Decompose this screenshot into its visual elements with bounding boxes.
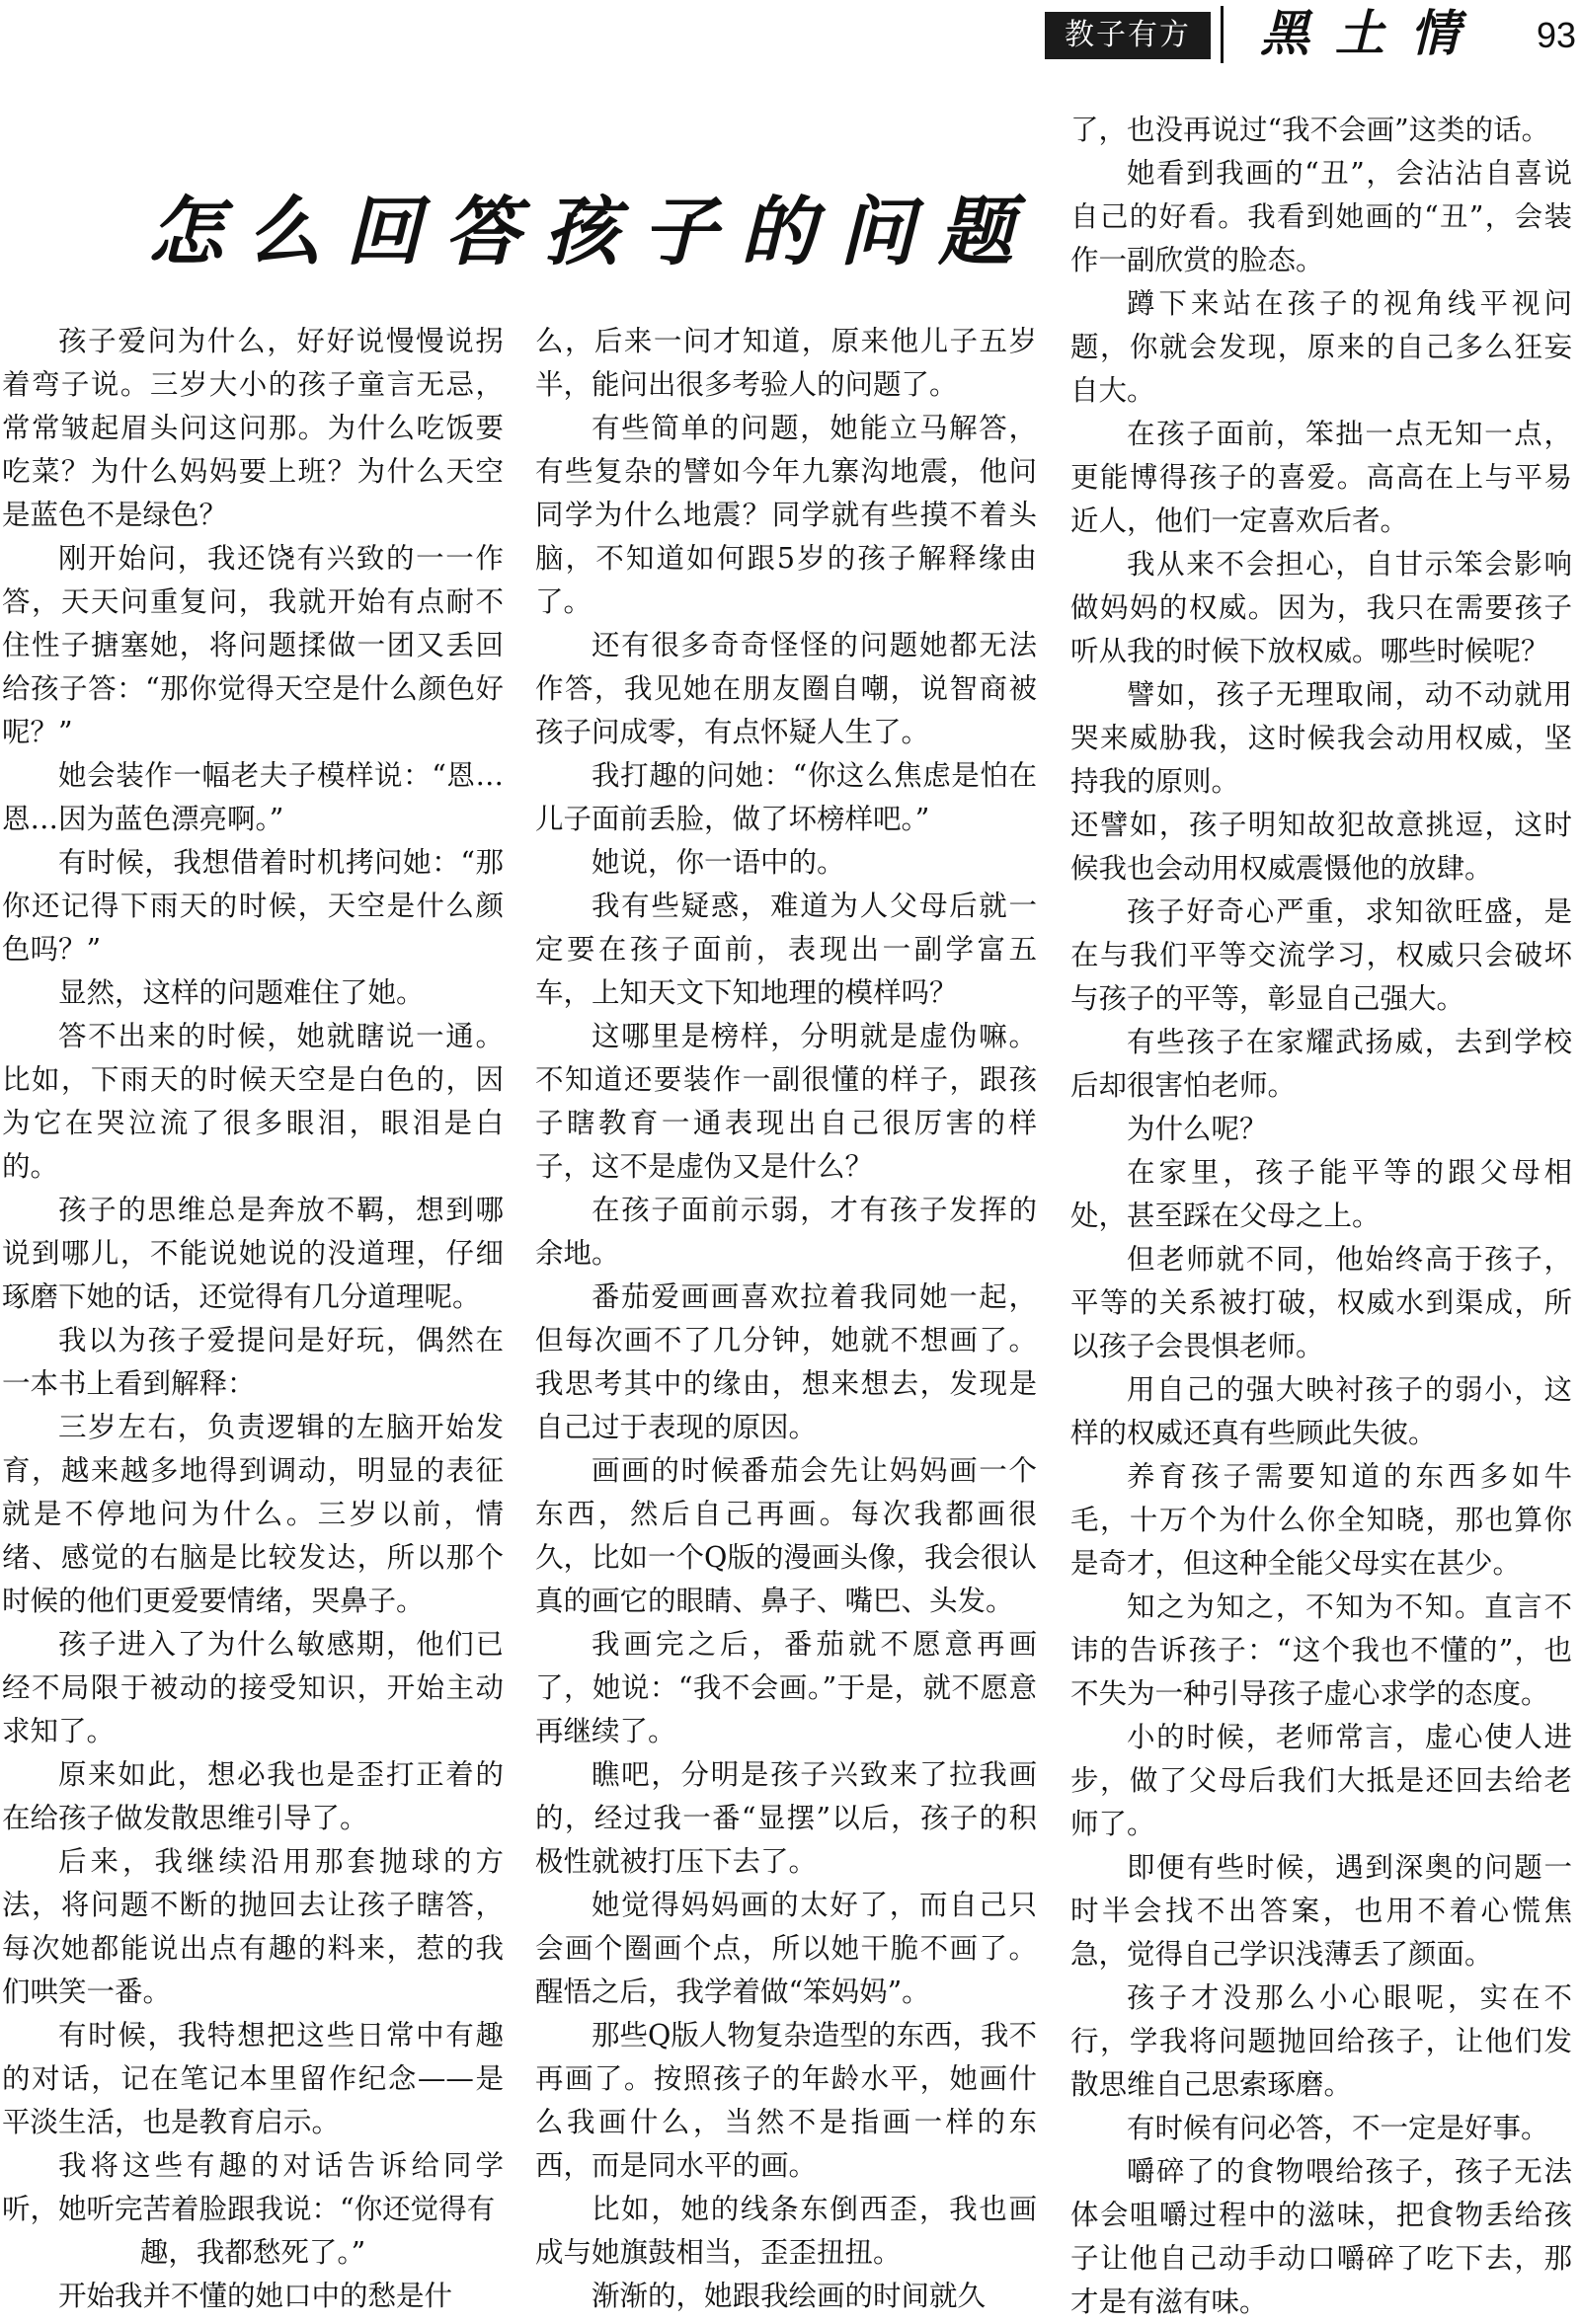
article-title: 怎么回答孩子的问题	[148, 188, 1037, 275]
paragraph: 孩子的思维总是奔放不羁，想到哪说到哪儿，不能说她说的没道理，仔细琢磨下她的话，还觉得有几分道理呢。	[2, 1194, 504, 1313]
paragraph: 渐渐的，她跟我绘画的时间就久	[592, 2280, 987, 2312]
paragraph: 孩子好奇心严重，求知欲旺盛，是在与我们平等交流学习，权威只会破坏与孩子的平等，彰显自己强大。	[1070, 895, 1572, 1015]
paragraph: 有些孩子在家耀武扬威，去到学校后却很害怕老师。	[1070, 1026, 1572, 1102]
paragraph: 我将这些有趣的对话告诉给同学听，她听完苦着脸跟我说：“你还觉得有	[2, 2149, 504, 2225]
paragraph: 譬如，孩子无理取闹，动不动就用哭来威胁我，这时候我会动用权威，坚持我的原则。	[1070, 678, 1572, 798]
paragraph: 我从来不会担心，自甘示笨会影响做妈妈的权威。因为，我只在需要孩子听从我的时候下放权威。哪些时候呢？	[1070, 548, 1572, 667]
paragraph: 为什么呢？	[1127, 1113, 1268, 1145]
paragraph: 在孩子面前示弱，才有孩子发挥的余地。	[535, 1194, 1037, 1270]
paragraph: 孩子才没那么小心眼呢，实在不行，学我将问题抛回给孩子，让他们发散思维自己思索琢磨。	[1070, 1981, 1572, 2101]
article-column-2	[535, 320, 1037, 2318]
paragraph: 了，也没再说过“我不会画”这类的话。	[1070, 114, 1550, 146]
paragraph: 还譬如，孩子明知故犯故意挑逗，这时候我也会动用权威震慑他的放肆。	[1070, 809, 1572, 885]
paragraph: 有时候，我想借着时机拷问她：“那你还记得下雨天的时候，天空是什么颜色吗？”	[2, 846, 504, 966]
magazine-name: 黑土情	[1260, 4, 1485, 62]
paragraph: 那些Q版人物复杂造型的东西，我不再画了。按照孩子的年龄水平，她画什么我画什么，当然不是指画一样的东西，而是同水平的画。	[535, 2019, 1037, 2182]
paragraph: 刚开始问，我还饶有兴致的一一作答，天天问重复问，我就开始有点耐不住性子搪塞她，将问题揉做一团又丢回给孩子答：“那你觉得天空是什么颜色好呢？”	[2, 542, 504, 748]
paragraph: 后来，我继续沿用那套抛球的方法，将问题不断的抛回去让孩子瞎答，每次她都能说出点有趣的料来，惹的我们哄笑一番。	[2, 1845, 504, 2008]
paragraph: 这哪里是榜样，分明就是虚伪嘛。不知道还要装作一副很懂的样子，跟孩子瞎教育一通表现出自己很厉害的样子，这不是虚伪又是什么？	[535, 1020, 1037, 1183]
paragraph: 原来如此，想必我也是歪打正着的在给孩子做发散思维引导了。	[2, 1758, 504, 1834]
paragraph: 在孩子面前，笨拙一点无知一点，更能博得孩子的喜爱。高高在上与平易近人，他们一定喜欢后者。	[1070, 418, 1572, 537]
paragraph: 有时候有问必答，不一定是好事。	[1127, 2112, 1549, 2144]
section-label: 教子有方	[1045, 12, 1211, 59]
paragraph: 养育孩子需要知道的东西多如牛毛，十万个为什么你全知晓，那也算你是奇才，但这种全能父母实在甚少。	[1070, 1460, 1572, 1580]
paragraph: 她说，你一语中的。	[592, 846, 845, 879]
paragraph: 她觉得妈妈画的太好了，而自己只会画个圈画个点，所以她干脆不画了。醒悟之后，我学着做“笨妈妈”。	[535, 1889, 1037, 2008]
paragraph: 我画完之后，番茄就不愿意再画了，她说：“我不会画。”于是，就不愿意再继续了。	[535, 1628, 1037, 1747]
paragraph: 有些简单的问题，她能立马解答，有些复杂的譬如今年九寨沟地震，他问同学为什么地震？同学就有些摸不着头脑，不知道如何跟5岁的孩子解释缘由了。	[535, 412, 1037, 618]
paragraph: 答不出来的时候，她就瞎说一通。比如，下雨天的时候天空是白色的，因为它在哭泣流了很多眼泪，眼泪是白的。	[2, 1020, 504, 1183]
header-divider	[1221, 6, 1224, 63]
article-column-3	[1070, 109, 1572, 2324]
paragraph: 她会装作一幅老夫子模样说：“恩…恩…因为蓝色漂亮啊。”	[2, 759, 504, 835]
paragraph: 画画的时候番茄会先让妈妈画一个东西，然后自己再画。每次我都画很久，比如一个Q版的漫画头像，我会很认真的画它的眼睛、鼻子、嘴巴、头发。	[535, 1454, 1037, 1617]
paragraph: 我有些疑惑，难道为人父母后就一定要在孩子面前，表现出一副学富五车，上知天文下知地理的模样吗？	[535, 890, 1037, 1009]
paragraph: 三岁左右，负责逻辑的左脑开始发育，越来越多地得到调动，明显的表征就是不停地问为什么。三岁以前，情绪、感觉的右脑是比较发达，所以那个时候的他们更爱要情绪，哭鼻子。	[2, 1411, 504, 1617]
paragraph: 瞧吧，分明是孩子兴致来了拉我画的，经过我一番“显摆”以后，孩子的积极性就被打压下去了。	[535, 1758, 1037, 1878]
paragraph: 孩子进入了为什么敏感期，他们已经不局限于被动的接受知识，开始主动求知了。	[2, 1628, 504, 1747]
page-number: 93	[1537, 15, 1577, 55]
article-column-1	[2, 320, 504, 2318]
paragraph: 显然，这样的问题难住了她。	[58, 976, 425, 1009]
paragraph: 孩子爱问为什么，好好说慢慢说拐着弯子说。三岁大小的孩子童言无忌，常常皱起眉头问这问那。为什么吃饭要吃菜？为什么妈妈要上班？为什么天空是蓝色不是绿色？	[2, 325, 504, 531]
paragraph: 知之为知之，不知为不知。直言不讳的告诉孩子：“这个我也不懂的”，也不失为一种引导孩子虚心求学的态度。	[1070, 1590, 1572, 1710]
paragraph: 比如，她的线条东倒西歪，我也画成与她旗鼓相当，歪歪扭扭。	[535, 2193, 1037, 2269]
paragraph: 但老师就不同，他始终高于孩子，平等的关系被打破，权威水到渠成，所以孩子会畏惧老师。	[1070, 1243, 1572, 1362]
paragraph: 么，后来一问才知道，原来他儿子五岁半，能问出很多考验人的问题了。	[535, 325, 1037, 401]
paragraph: 用自己的强大映衬孩子的弱小，这样的权威还真有些顾此失彼。	[1070, 1373, 1572, 1449]
paragraph: 番茄爱画画喜欢拉着我同她一起，但每次画不了几分钟，她就不想画了。我思考其中的缘由，想来想去，发现是自己过于表现的原因。	[535, 1280, 1037, 1443]
paragraph: 我打趣的问她：“你这么焦虑是怕在儿子面前丢脸，做了坏榜样吧。”	[535, 759, 1037, 835]
paragraph: 在家里，孩子能平等的跟父母相处，甚至踩在父母之上。	[1070, 1156, 1572, 1232]
paragraph: 她看到我画的“丑”，会沾沾自喜说自己的好看。我看到她画的“丑”，会装作一副欣赏的脸态。	[1070, 157, 1572, 276]
paragraph: 小的时候，老师常言，虚心使人进步，做了父母后我们大抵是还回去给老师了。	[1070, 1721, 1572, 1840]
paragraph: 蹲下来站在孩子的视角线平视问题，你就会发现，原来的自己多么狂妄自大。	[1070, 287, 1572, 407]
paragraph: 即便有些时候，遇到深奥的问题一时半会找不出答案，也用不着心慌焦急，觉得自己学识浅薄丢了颜面。	[1070, 1851, 1572, 1971]
paragraph: 还有很多奇奇怪怪的问题她都无法作答，我见她在朋友圈自嘲，说智商被孩子问成零，有点怀疑人生了。	[535, 629, 1037, 748]
paragraph: 我以为孩子爱提问是好玩，偶然在一本书上看到解释：	[2, 1324, 504, 1400]
paragraph: 开始我并不懂的她口中的愁是什	[58, 2280, 453, 2312]
paragraph: 嚼碎了的食物喂给孩子，孩子无法体会咀嚼过程中的滋味，把食物丢给孩子让他自己动手动口嚼碎了吃下去，那才是有滋有味。	[1070, 2155, 1572, 2318]
paragraph: 有时候，我特想把这些日常中有趣的对话，记在笔记本里留作纪念——是平淡生活，也是教育启示。	[2, 2019, 504, 2138]
paragraph: 趣，我都愁死了。”	[139, 2236, 366, 2269]
